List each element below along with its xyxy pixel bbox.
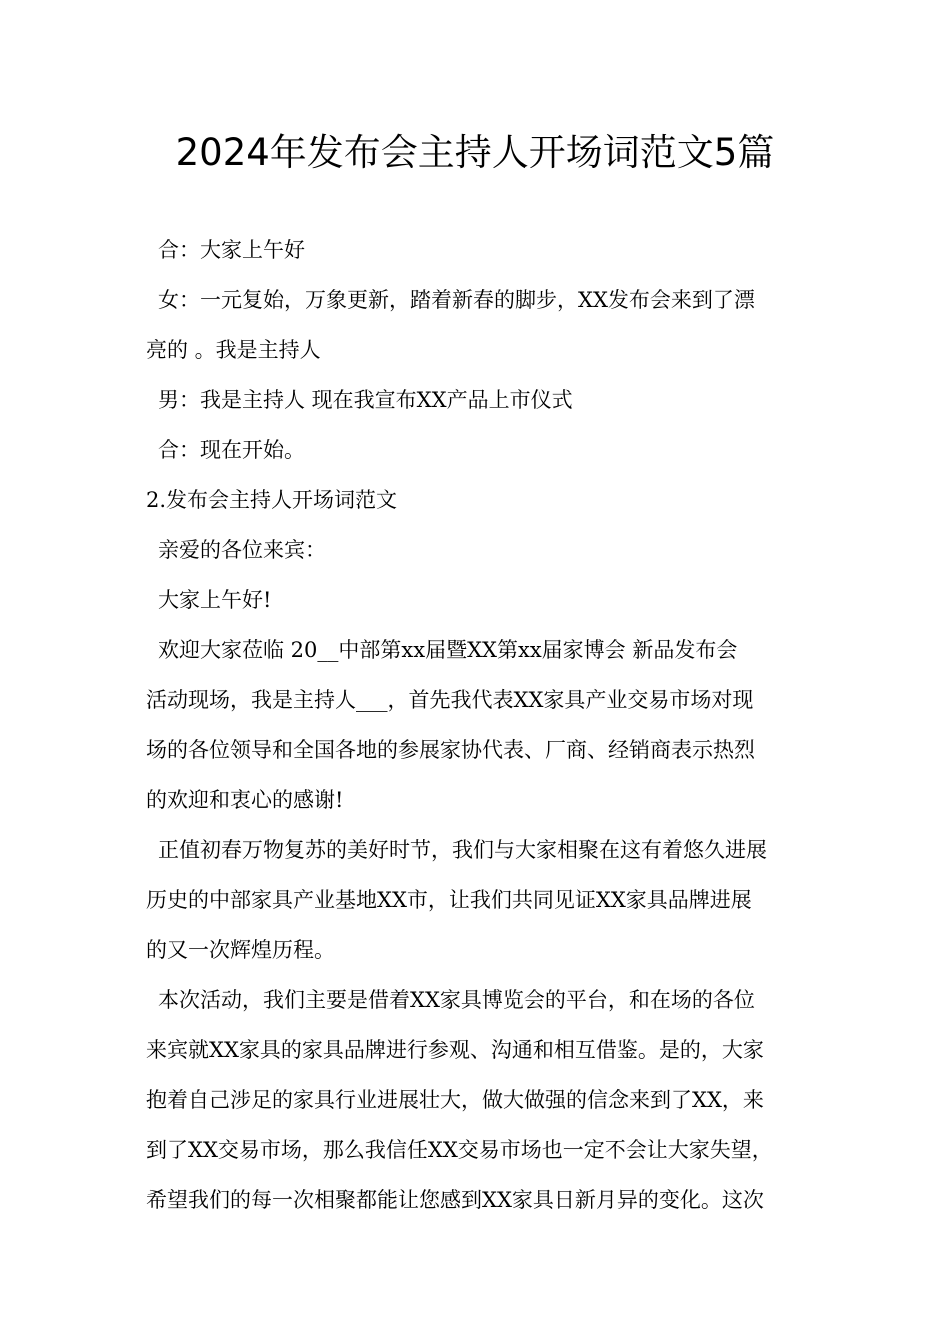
paragraph-line: 亲爱的各位来宾：	[158, 538, 326, 562]
paragraph-line: 的欢迎和衷心的感谢!	[146, 788, 344, 812]
section-heading: 2.发布会主持人开场词范文	[146, 488, 398, 512]
paragraph-line: 正值初春万物复苏的美好时节，我们与大家相聚在这有着悠久进展	[158, 838, 767, 862]
paragraph-line: 历史的中部家具产业基地XX市，让我们共同见证XX家具品牌进展	[146, 888, 752, 912]
paragraph-line: 抱着自己涉足的家具行业进展壮大，做大做强的信念来到了XX，来	[146, 1088, 764, 1112]
paragraph-line: 欢迎大家莅临 20__中部第xx届暨XX第xx届家博会 新品发布会	[158, 638, 738, 662]
document-title: 2024年发布会主持人开场词范文5篇	[175, 131, 775, 174]
paragraph-line: 活动现场，我是主持人___，首先我代表XX家具产业交易市场对现	[146, 688, 754, 712]
paragraph-line: 的又一次辉煌历程。	[146, 938, 335, 962]
paragraph-line: 女：一元复始，万象更新，踏着新春的脚步，XX发布会来到了漂	[158, 288, 755, 312]
paragraph-line: 来宾就XX家具的家具品牌进行参观、沟通和相互借鉴。是的，大家	[146, 1038, 764, 1062]
paragraph-line: 亮的 。我是主持人	[146, 338, 321, 362]
paragraph-line: 场的各位领导和全国各地的参展家协代表、厂商、经销商表示热烈	[146, 738, 755, 762]
paragraph-line: 希望我们的每一次相聚都能让您感到XX家具日新月异的变化。这次	[146, 1188, 764, 1212]
paragraph-line: 男：我是主持人 现在我宣布XX产品上市仪式	[158, 388, 573, 412]
paragraph-line: 到了XX交易市场，那么我信任XX交易市场也一定不会让大家失望，	[146, 1138, 773, 1162]
paragraph-line: 合：现在开始。	[158, 438, 305, 462]
paragraph-line: 大家上午好!	[158, 588, 272, 612]
paragraph-line: 本次活动，我们主要是借着XX家具博览会的平台，和在场的各位	[158, 988, 755, 1012]
paragraph-line: 合：大家上午好	[158, 238, 305, 262]
